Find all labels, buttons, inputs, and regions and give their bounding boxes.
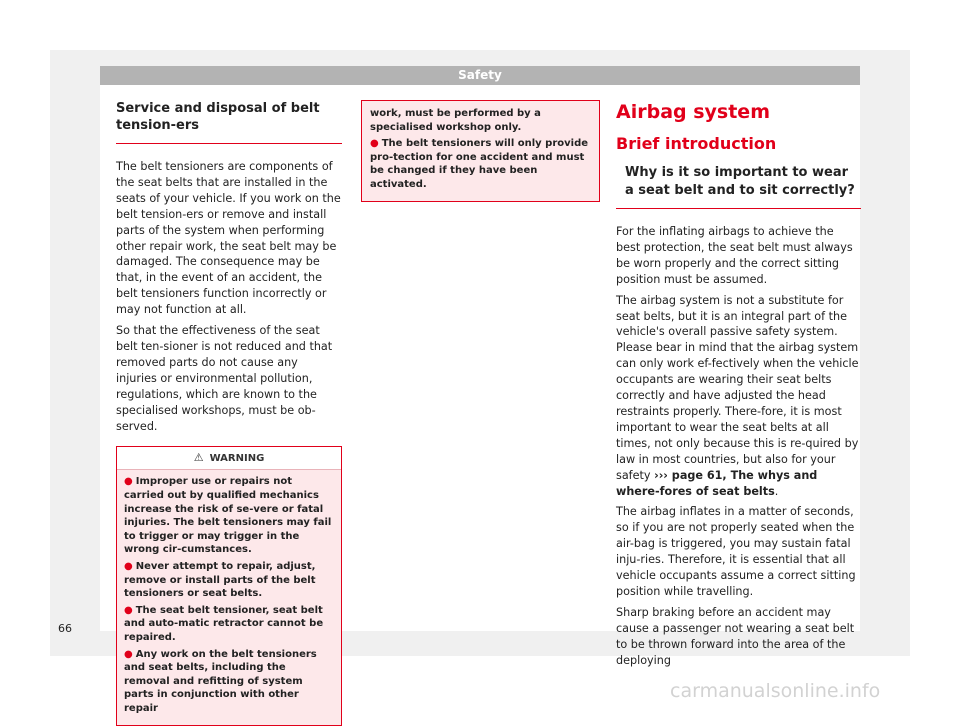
question-heading: Why is it so important to wear a seat belt and to sit correctly? [616,164,861,209]
paragraph: The airbag inflates in a matter of seconds, so if you are not properly seated when the air-bag is triggered, you may sustain fatal inju-ries. Therefore, it is essential that all vehicle occupants assume a correct sitting position while travelling. [616,505,856,598]
warning-item: ● The belt tensioners will only provide pro-tection for one accident and must be changed if they have been activated. [370,138,589,190]
section-heading: Service and disposal of belt tension-ers [116,100,342,144]
paragraph: Sharp braking before an accident may cause a passenger not wearing a seat belt to be thrown forward into the area of the deploying [616,605,855,667]
chapter-title: Airbag system [616,101,770,123]
right-column [616,100,861,673]
bullet-icon: ● [124,476,133,488]
chapter-subtitle: Brief introduction [616,134,777,153]
paragraph: For the inflating airbags to achieve the best protection, the seat belt must always be worn properly and the correct sitting position must be assumed. [616,225,853,286]
paragraph: So that the effectiveness of the seat belt ten-sioner is not reduced and that removed parts do not cause any injuries or environmental pollution, regulations, which are known to the specialised workshops, must be ob-served. [116,324,333,433]
bullet-icon: ● [124,560,133,572]
bullet-icon: ● [124,648,133,660]
warning-continuation-box [361,100,600,202]
paragraph: The belt tensioners are components of the seat belts that are installed in the seats of your vehicle. If you work on the belt tension-ers or remove and install parts of the system when performing other repair work, the seat belt may be damaged. The consequence may be that, in the event of an accident, the belt tensioners function incorrectly or may not function at all. [116,160,341,317]
warning-box [116,446,342,725]
paragraph: The airbag system is not a substitute for seat belts, but it is an integral part of the vehicle's overall passive safety system. Please bear in mind that the airbag system can only work ef-fectively when the vehicle occupants are wearing their seat belts correctly and have adjusted the head restraints properly. There-fore, it is most important to wear the seat belts at all times, not only because this is re-quired by law in most countries, but also for your safety ››› page 61, The whys and where-fores of seat belts. [616,293,859,498]
warning-item: ● Any work on the belt tensioners and seat belts, including the removal and refitting of system parts in conjunction with other repair [124,648,317,714]
section-header: Safety [100,66,860,85]
warning-item: ● Never attempt to repair, adjust, remove or install parts of the belt tensioners or seat belts. [124,560,316,600]
bullet-icon: ● [370,138,379,150]
warning-item: ● The seat belt tensioner, seat belt and auto-matic retractor cannot be repaired. [124,604,324,643]
warning-item: ● Improper use or repairs not carried out by qualified mechanics increase the risk of se-vere or fatal injuries. The belt tensioners may fail to trigger or may trigger in the wrong cir-cumstances. [124,476,332,556]
bullet-icon: ● [124,604,133,616]
warning-header [117,447,341,470]
warning-triangle-icon: ⚠ [193,451,204,465]
warning-body [117,470,341,724]
warning-title: WARNING [209,453,265,465]
warning-continued-text: work, must be performed by a specialised workshop only. [370,108,541,133]
watermark: carmanualsonline.info [670,680,881,702]
middle-column [361,100,600,202]
page-reference-link[interactable]: ››› page 61, The whys and where-fores of seat belts [616,468,818,498]
left-column [116,100,342,726]
page-number: 66 [58,622,72,635]
